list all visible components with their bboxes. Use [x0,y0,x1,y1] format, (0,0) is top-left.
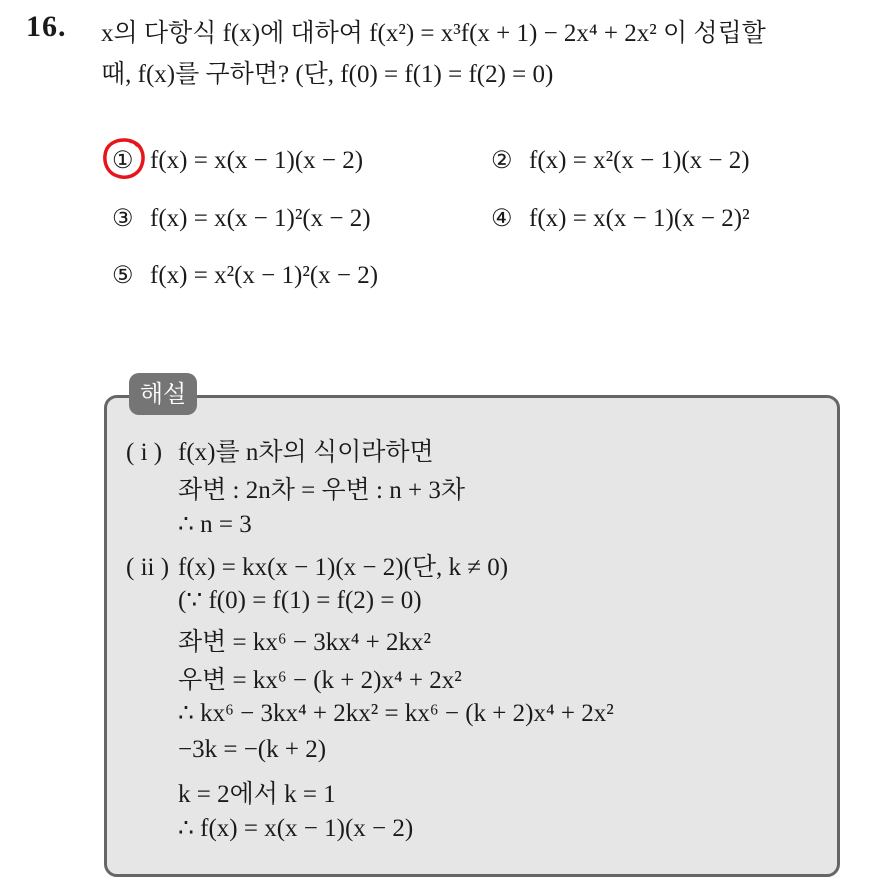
choice-4-number: ④ [491,206,513,232]
choice-3[interactable] [112,204,371,233]
question-text-line-2: 때, f(x)를 구하면? (단, f(0) = f(1) = f(2) = 0) [101,61,554,88]
choice-1[interactable] [112,146,363,175]
solution-line-8 [178,698,614,728]
choice-5[interactable] [112,261,378,290]
solution-line-1 [126,432,434,468]
solution-line-6 [178,622,431,658]
solution-line-1-text: f(x)를 n차의 식이라하면 [178,439,434,466]
choice-2-number: ② [491,148,513,174]
solution-line-6-text: 좌변 = kx⁶ − 3kx⁴ + 2kx² [178,629,432,656]
solution-line-4-label: ( ii ) [126,554,170,581]
choice-2[interactable] [491,146,750,175]
solution-line-7-text: 우변 = kx⁶ − (k + 2)x⁴ + 2x² [178,667,462,694]
choice-4[interactable] [491,204,750,233]
choice-2-text: f(x) = x²(x − 1)(x − 2) [529,147,750,174]
choice-1-number: ① [112,148,134,174]
solution-line-5 [178,585,422,615]
answer-mark-circle-icon [101,136,147,182]
solution-title-tab: 해설 [129,373,197,415]
choice-3-text: f(x) = x(x − 1)²(x − 2) [150,205,371,232]
question-number: 16. [26,10,67,43]
solution-line-7 [178,660,462,696]
solution-line-11-text: ∴ f(x) = x(x − 1)(x − 2) [178,815,414,842]
solution-line-3 [178,509,252,539]
solution-line-4 [126,547,508,583]
solution-line-9 [178,736,326,764]
choice-5-text: f(x) = x²(x − 1)²(x − 2) [150,262,379,289]
solution-line-3-text: ∴ n = 3 [178,511,252,538]
solution-line-8-text: ∴ kx⁶ − 3kx⁴ + 2kx² = kx⁶ − (k + 2)x⁴ + 2x² [178,700,614,727]
solution-line-2-text: 좌변 : 2n차 = 우변 : n + 3차 [178,477,465,504]
solution-line-10 [178,774,336,810]
solution-line-10-text: k = 2에서 k = 1 [178,781,336,808]
solution-line-4-text: f(x) = kx(x − 1)(x − 2)(단, k ≠ 0) [178,554,509,581]
choice-1-text: f(x) = x(x − 1)(x − 2) [150,147,364,174]
solution-line-1-label: ( i ) [126,439,163,466]
solution-line-5-text: (∵ f(0) = f(1) = f(2) = 0) [178,587,422,614]
choice-4-text: f(x) = x(x − 1)(x − 2)² [529,205,750,232]
choice-5-number: ⑤ [112,263,134,289]
solution-line-9-text: −3k = −(k + 2) [178,736,327,763]
question-text-line-1: x의 다항식 f(x)에 대하여 f(x²) = x³f(x + 1) − 2x⁴ + 2x² 이 성립할 [101,20,766,47]
solution-line-2 [178,470,465,506]
solution-line-11 [178,813,413,843]
choice-3-number: ③ [112,206,134,232]
